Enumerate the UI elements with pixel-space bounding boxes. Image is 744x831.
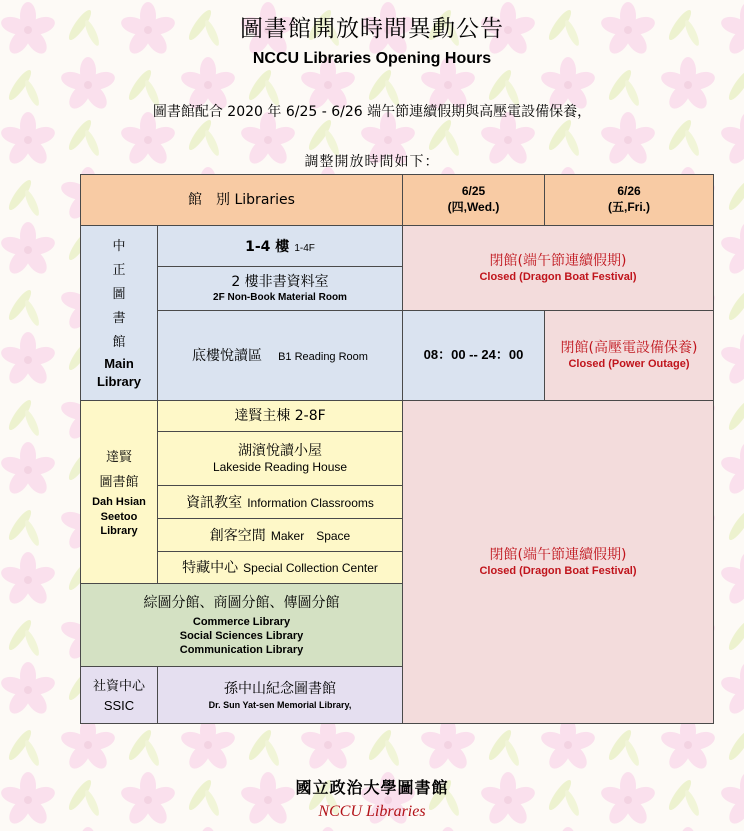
footer-org-name: 國立政治大學圖書館 [295,778,449,797]
main-room-1-en: 1-4F [294,242,315,254]
header-libraries-label: 館 別 Libraries [188,191,295,208]
dah-hsian-room-4-zh: 創客空間 [209,527,266,544]
closed-festival-en-2: Closed (Dragon Boat Festival) [479,564,637,577]
header-day1-weekday: (四,Wed.) [447,200,500,214]
dah-hsian-maker [157,518,403,552]
intro-text-line-2: 調整開放時間如下： [304,154,440,170]
main-room-2-en: 2F Non-Book Material Room [213,292,347,304]
dah-hsian-en-1: Dah Hsian [92,496,146,509]
closed-festival-zh-2: 閉館(端午節連續假期) [489,546,627,563]
header-libraries [80,174,403,226]
main-library-char-3: 圖 [112,286,126,302]
branches-zh: 綜圖分館、商圖分館、傳圖分館 [143,595,340,612]
header-day2-weekday: (五,Fri.) [608,200,650,214]
main-library-char-2: 正 [112,262,126,278]
main-library-char-4: 書 [112,310,126,326]
ssic-label [80,666,158,724]
dah-hsian-library-label [80,400,158,584]
b1-hours-value: 08：00 -- 24：00 [423,347,524,363]
dah-hsian-room-5-en: Special Collection Center [243,561,378,576]
page-title: 圖書館開放時間異動公告 [240,16,504,42]
main-room-3-zh: 底樓悅讀區 [192,348,263,365]
closed-power-zh: 閉館(高壓電設備保養) [560,340,698,357]
header-day2-date: 6/26 [617,184,641,199]
dah-hsian-zh-2: 圖書館 [99,474,139,490]
main-library-label [80,225,158,401]
ssic-room-en: Dr. Sun Yat-sen Memorial Library, [208,700,352,711]
closed-festival-en: Closed (Dragon Boat Festival) [479,270,637,283]
main-room-2f-nonbook [157,266,403,311]
ssic-en: SSIC [103,697,135,713]
main-room-2-zh: 2 樓非書資料室 [231,273,329,290]
main-room-1-zh: 1-4 樓 [245,238,290,255]
branches-en-3: Communication Library [179,644,304,657]
main-room-b1 [157,310,403,401]
dah-hsian-room-1: 達賢主棟 2-8F [234,407,326,424]
opening-hours-table [80,174,714,724]
branches-en-1: Commerce Library [192,615,291,628]
dah-hsian-en-3: Library [100,524,138,537]
page-subtitle: NCCU Libraries Opening Hours [252,50,492,67]
dah-hsian-room-2-en: Lakeside Reading House [212,459,348,474]
dah-hsian-lakeside [157,431,403,486]
dah-hsian-room-4-en: Maker Space [270,528,351,543]
main-closed-festival [402,225,714,311]
dah-hsian-special-collection [157,551,403,584]
footer-logo-text: NCCU Libraries [318,803,426,820]
ssic-zh: 社資中心 [92,678,145,694]
ssic-room-zh: 孫中山紀念圖書館 [224,680,336,697]
closed-festival-zh: 閉館(端午節連續假期) [489,252,627,269]
main-room-1-4f [157,225,403,267]
intro-text-line-1: 圖書館配合 2020 年 6/25 - 6/26 端午節連續假期與高壓電設備保養， [152,104,592,120]
header-day1 [402,174,545,226]
dah-hsian-classrooms [157,485,403,519]
main-room-3-en: B1 Reading Room [278,351,368,364]
dah-hsian-zh-1: 達賢 [105,449,132,465]
main-library-en-2: Library [96,374,142,390]
main-closed-power [544,310,714,401]
main-library-char-1: 中 [112,238,126,254]
dah-hsian-room-2-zh: 湖濱悅讀小屋 [238,442,322,459]
dah-hsian-main-building [157,400,403,432]
branches-en-2: Social Sciences Library [179,630,304,643]
branch-libraries [80,583,403,667]
main-library-en-1: Main [104,355,134,371]
header-day1-date: 6/25 [461,184,486,199]
main-library-char-5: 館 [112,334,126,350]
closed-power-en: Closed (Power Outage) [568,358,690,371]
b1-hours [402,310,545,401]
header-day2 [544,174,714,226]
dah-hsian-room-3-zh: 資訊教室 [186,494,243,511]
dah-hsian-en-2: Seetoo [100,510,138,523]
ssic-memorial-library [157,666,403,724]
dah-hsian-room-5-zh: 特藏中心 [182,560,239,577]
closed-festival-merged [402,400,714,724]
dah-hsian-room-3-en: Information Classrooms [247,495,374,510]
